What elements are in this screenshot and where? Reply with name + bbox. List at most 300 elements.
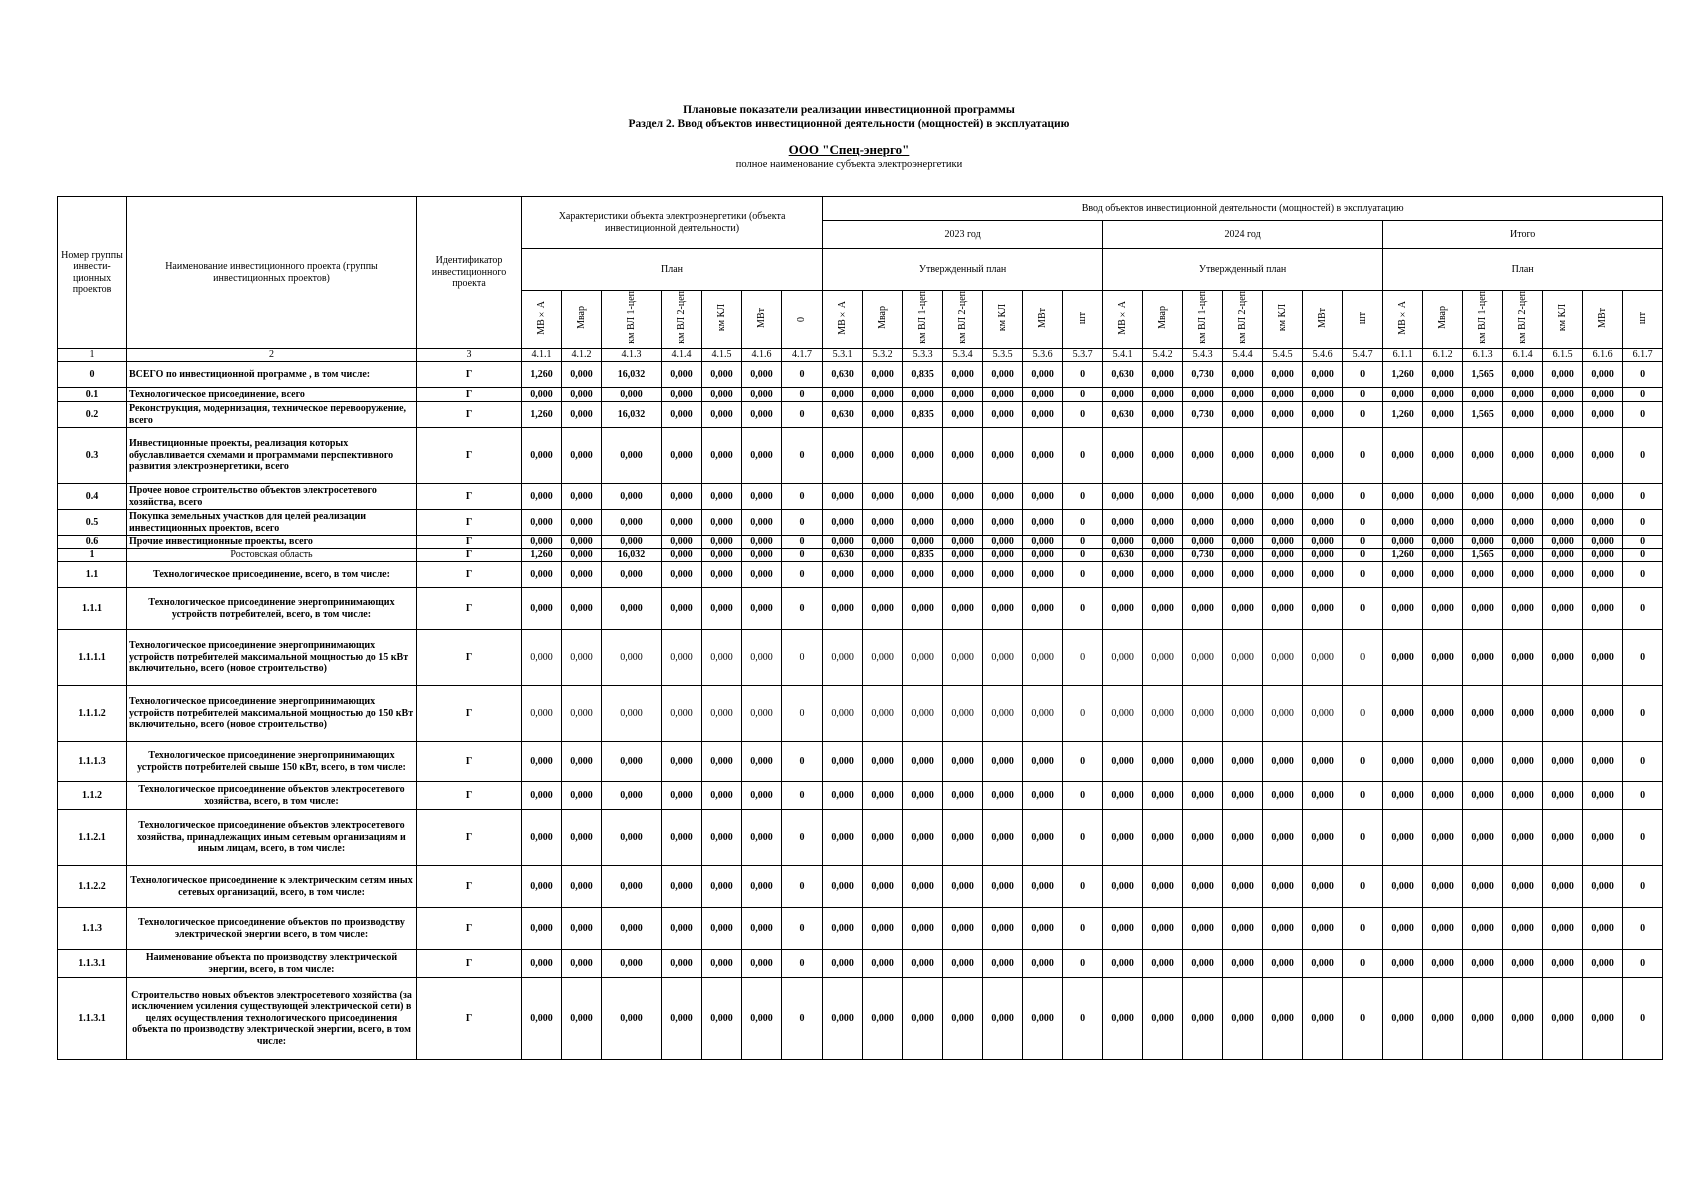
row-identifier: Г (417, 484, 522, 510)
value-cell: 0,000 (863, 484, 903, 510)
value-cell: 0,000 (602, 978, 662, 1060)
value-cell: 0,000 (1543, 562, 1583, 588)
value-cell: 0,000 (863, 630, 903, 686)
value-cell: 0 (1623, 428, 1663, 484)
table-row (58, 428, 1663, 484)
value-cell: 0 (1623, 536, 1663, 549)
value-cell: 0,835 (903, 362, 943, 388)
value-cell: 0,000 (1023, 428, 1063, 484)
value-cell: 0,000 (742, 742, 782, 782)
value-cell: 0,000 (742, 588, 782, 630)
row-project-name: Технологическое присоединение, всего (127, 388, 417, 402)
value-cell: 0,000 (662, 428, 702, 484)
value-cell: 0 (1343, 388, 1383, 402)
value-cell: 0,000 (1143, 810, 1183, 866)
value-cell: 0,000 (1223, 536, 1263, 549)
value-cell: 0,000 (662, 536, 702, 549)
unit-label: км ВЛ 1-цеп (1476, 291, 1488, 345)
value-cell: 0,000 (1023, 388, 1063, 402)
value-cell: 0 (1063, 510, 1103, 536)
unit-header-cell (1383, 291, 1423, 349)
value-cell: 0,000 (562, 978, 602, 1060)
value-cell: 0,000 (1583, 810, 1623, 866)
value-cell: 0,000 (1463, 742, 1503, 782)
unit-header-cell (522, 291, 562, 349)
value-cell: 0 (1063, 484, 1103, 510)
row-project-name: Технологическое присоединение объектов электросетевого хозяйства, принадлежащих иным сетевым организациям и иным лицам, всего, в том числе: (127, 810, 417, 866)
value-cell: 0,630 (823, 402, 863, 428)
value-cell: 0,000 (522, 950, 562, 978)
value-cell: 0,000 (702, 484, 742, 510)
value-cell: 0,000 (1583, 388, 1623, 402)
col-header-project-name: Наименование инвестиционного проекта (группы инвестиционных проектов) (127, 197, 417, 349)
value-cell: 0,000 (1263, 782, 1303, 810)
value-cell: 0,000 (1183, 536, 1223, 549)
value-cell: 0 (1623, 510, 1663, 536)
unit-header-cell (1463, 291, 1503, 349)
value-cell: 0,000 (702, 950, 742, 978)
value-cell: 0,630 (823, 549, 863, 562)
table-row (58, 742, 1663, 782)
table-row (58, 630, 1663, 686)
value-cell: 0,000 (1423, 908, 1463, 950)
unit-label: МВт (1316, 307, 1328, 328)
value-cell: 0,000 (983, 588, 1023, 630)
value-cell: 0,000 (823, 686, 863, 742)
row-number: 0 (58, 362, 127, 388)
value-cell: 0,000 (662, 686, 702, 742)
value-cell: 0,000 (1423, 782, 1463, 810)
column-number-cell: 4.1.6 (742, 349, 782, 362)
value-cell: 0,000 (1503, 402, 1543, 428)
column-number-cell: 5.4.6 (1303, 349, 1343, 362)
value-cell: 0 (1623, 562, 1663, 588)
value-cell: 0,000 (1503, 908, 1543, 950)
unit-header-cell (1103, 291, 1143, 349)
table-row (58, 510, 1663, 536)
value-cell: 0,000 (1583, 549, 1623, 562)
unit-label: шт (1636, 311, 1648, 324)
value-cell: 0,000 (1263, 978, 1303, 1060)
value-cell: 0,000 (1583, 362, 1623, 388)
value-cell: 0,000 (1423, 362, 1463, 388)
value-cell: 0,000 (602, 588, 662, 630)
value-cell: 0,000 (1223, 510, 1263, 536)
value-cell: 0,000 (1383, 588, 1423, 630)
column-number-cell: 5.3.2 (863, 349, 903, 362)
unit-header-cell (1503, 291, 1543, 349)
value-cell: 0,000 (562, 388, 602, 402)
column-number-cell: 5.3.4 (943, 349, 983, 362)
value-cell: 0,000 (742, 810, 782, 866)
value-cell: 0,000 (1463, 510, 1503, 536)
value-cell: 0,000 (903, 428, 943, 484)
value-cell: 0,000 (1263, 510, 1303, 536)
column-number-cell: 4.1.3 (602, 349, 662, 362)
value-cell: 16,032 (602, 549, 662, 562)
value-cell: 0,000 (1023, 742, 1063, 782)
row-number: 1 (58, 549, 127, 562)
value-cell: 0,000 (983, 402, 1023, 428)
value-cell: 0,000 (742, 562, 782, 588)
value-cell: 0 (1343, 686, 1383, 742)
value-cell: 0,000 (1503, 686, 1543, 742)
value-cell: 0,000 (702, 562, 742, 588)
value-cell: 0,000 (1223, 428, 1263, 484)
value-cell: 0,000 (1583, 978, 1623, 1060)
unit-header-cell (562, 291, 602, 349)
value-cell: 0 (1343, 536, 1383, 549)
value-cell: 0,000 (1503, 549, 1543, 562)
value-cell: 0,000 (1143, 484, 1183, 510)
col-header-year-2023: 2023 год (823, 221, 1103, 249)
value-cell: 0 (1063, 978, 1103, 1060)
value-cell: 0 (1623, 388, 1663, 402)
value-cell: 0,000 (602, 630, 662, 686)
value-cell: 0,000 (1423, 978, 1463, 1060)
value-cell: 0,000 (1463, 810, 1503, 866)
value-cell: 0 (1343, 362, 1383, 388)
value-cell: 0,000 (1103, 562, 1143, 588)
unit-label: МВ×А (1116, 300, 1128, 335)
value-cell: 0,000 (562, 588, 602, 630)
column-number-cell: 4.1.7 (782, 349, 823, 362)
value-cell: 0,000 (1503, 866, 1543, 908)
value-cell: 0 (1063, 742, 1103, 782)
column-number-cell: 6.1.7 (1623, 349, 1663, 362)
value-cell: 0,000 (1183, 562, 1223, 588)
value-cell: 0,000 (863, 686, 903, 742)
value-cell: 0,000 (863, 428, 903, 484)
row-project-name: Технологическое присоединение объектов электросетевого хозяйства, всего, в том числе: (127, 782, 417, 810)
value-cell: 0 (1623, 588, 1663, 630)
value-cell: 0,000 (1103, 588, 1143, 630)
value-cell: 0,730 (1183, 549, 1223, 562)
value-cell: 0,000 (602, 950, 662, 978)
column-number-cell: 5.3.3 (903, 349, 943, 362)
org-caption: полное наименование субъекта электроэнергетики (735, 159, 963, 170)
col-header-total: Итого (1383, 221, 1663, 249)
value-cell: 0,000 (1543, 950, 1583, 978)
value-cell: 0,000 (983, 782, 1023, 810)
unit-header-cell (903, 291, 943, 349)
value-cell: 0,630 (1103, 402, 1143, 428)
value-cell: 0 (782, 630, 823, 686)
table-row (58, 810, 1663, 866)
value-cell: 0,000 (562, 536, 602, 549)
value-cell: 0 (1063, 950, 1103, 978)
value-cell: 0,000 (522, 562, 562, 588)
value-cell: 0,000 (1023, 950, 1063, 978)
unit-header-cell (602, 291, 662, 349)
value-cell: 0,000 (702, 908, 742, 950)
investment-table (57, 196, 1663, 1060)
value-cell: 0,000 (562, 782, 602, 810)
col-header-year-2024: 2024 год (1103, 221, 1383, 249)
value-cell: 0,000 (823, 866, 863, 908)
value-cell: 0,000 (1423, 402, 1463, 428)
value-cell: 0 (1343, 402, 1383, 428)
page-header (0, 103, 1698, 171)
value-cell: 0,000 (1183, 782, 1223, 810)
value-cell: 0,000 (1303, 549, 1343, 562)
value-cell: 0,000 (702, 428, 742, 484)
row-identifier: Г (417, 978, 522, 1060)
col-header-plan: План (522, 249, 823, 291)
value-cell: 0,000 (1423, 428, 1463, 484)
value-cell: 0,000 (1463, 686, 1503, 742)
value-cell: 0,000 (983, 978, 1023, 1060)
value-cell: 0,000 (943, 536, 983, 549)
value-cell: 0 (782, 742, 823, 782)
value-cell: 0,000 (823, 562, 863, 588)
value-cell: 0,000 (983, 536, 1023, 549)
value-cell: 0,000 (1543, 536, 1583, 549)
column-number-cell: 4.1.1 (522, 349, 562, 362)
value-cell: 0,000 (863, 950, 903, 978)
value-cell: 0 (1623, 742, 1663, 782)
value-cell: 0,000 (1183, 978, 1223, 1060)
value-cell: 1,260 (522, 362, 562, 388)
value-cell: 0,000 (943, 742, 983, 782)
value-cell: 0,000 (1143, 908, 1183, 950)
value-cell: 0 (1623, 950, 1663, 978)
value-cell: 0,000 (943, 630, 983, 686)
value-cell: 0,000 (602, 908, 662, 950)
col-header-characteristics: Характеристики объекта электроэнергетики (объекта инвестиционной деятельности) (522, 197, 823, 249)
value-cell: 0,000 (662, 562, 702, 588)
row-identifier: Г (417, 562, 522, 588)
value-cell: 0,000 (602, 782, 662, 810)
value-cell: 0,000 (1463, 866, 1503, 908)
column-number-cell: 1 (58, 349, 127, 362)
value-cell: 0,000 (943, 428, 983, 484)
value-cell: 0,000 (1263, 742, 1303, 782)
value-cell: 0,000 (1383, 742, 1423, 782)
row-number: 1.1.1.3 (58, 742, 127, 782)
value-cell: 0,000 (742, 908, 782, 950)
value-cell: 0,000 (1183, 866, 1223, 908)
unit-label: км ВЛ 2-цеп (1516, 291, 1528, 345)
value-cell: 0,000 (1543, 782, 1583, 810)
value-cell: 0 (1623, 810, 1663, 866)
row-identifier: Г (417, 362, 522, 388)
value-cell: 0 (1623, 362, 1663, 388)
value-cell: 0,000 (1223, 866, 1263, 908)
value-cell: 1,565 (1463, 402, 1503, 428)
column-number-cell: 5.4.1 (1103, 349, 1143, 362)
value-cell: 0,000 (1103, 810, 1143, 866)
unit-label: Мвар (1156, 306, 1168, 330)
value-cell: 0,730 (1183, 362, 1223, 388)
value-cell: 0,000 (602, 866, 662, 908)
value-cell: 0,730 (1183, 402, 1223, 428)
row-identifier: Г (417, 549, 522, 562)
value-cell: 0,000 (1463, 428, 1503, 484)
value-cell: 0,000 (1423, 510, 1463, 536)
value-cell: 0,000 (1503, 510, 1543, 536)
value-cell: 0,000 (1463, 536, 1503, 549)
column-number-cell: 4.1.4 (662, 349, 702, 362)
value-cell: 0,000 (662, 388, 702, 402)
value-cell: 0,000 (943, 908, 983, 950)
value-cell: 0 (782, 510, 823, 536)
value-cell: 0,000 (1583, 742, 1623, 782)
value-cell: 0,000 (943, 402, 983, 428)
value-cell: 0,000 (742, 782, 782, 810)
row-number: 0.6 (58, 536, 127, 549)
row-number: 1.1.1 (58, 588, 127, 630)
value-cell: 0,000 (1263, 810, 1303, 866)
value-cell: 0,000 (1503, 950, 1543, 978)
value-cell: 0,000 (562, 428, 602, 484)
value-cell: 0 (1343, 428, 1383, 484)
value-cell: 0,000 (702, 782, 742, 810)
value-cell: 0,000 (983, 866, 1023, 908)
value-cell: 0,000 (823, 978, 863, 1060)
unit-label: 0 (796, 316, 808, 322)
value-cell: 0,000 (1303, 950, 1343, 978)
value-cell: 0 (1623, 908, 1663, 950)
unit-header-cell (1223, 291, 1263, 349)
value-cell: 0 (782, 908, 823, 950)
unit-header-cell (1423, 291, 1463, 349)
row-project-name: Технологическое присоединение энергопринимающих устройств потребителей, всего, в том числе: (127, 588, 417, 630)
value-cell: 0,000 (1383, 950, 1423, 978)
column-number-cell: 5.3.6 (1023, 349, 1063, 362)
value-cell: 0,000 (863, 562, 903, 588)
value-cell: 0,000 (1503, 562, 1543, 588)
value-cell: 0,000 (1103, 686, 1143, 742)
row-number: 0.5 (58, 510, 127, 536)
value-cell: 0,000 (1143, 950, 1183, 978)
value-cell: 0,000 (662, 782, 702, 810)
value-cell: 0,000 (1023, 562, 1063, 588)
value-cell: 0 (782, 388, 823, 402)
value-cell: 0 (1343, 549, 1383, 562)
value-cell: 0,000 (1223, 549, 1263, 562)
value-cell: 0,000 (903, 510, 943, 536)
value-cell: 0,000 (1463, 782, 1503, 810)
value-cell: 0,000 (1223, 362, 1263, 388)
row-identifier: Г (417, 908, 522, 950)
value-cell: 0,000 (863, 402, 903, 428)
value-cell: 0,000 (562, 630, 602, 686)
value-cell: 0,000 (903, 686, 943, 742)
row-project-name: Технологическое присоединение энергопринимающих устройств потребителей максимальной мощностью до 15 кВт включительно, всего (новое строительство) (127, 630, 417, 686)
value-cell: 0 (782, 402, 823, 428)
value-cell: 0,000 (602, 510, 662, 536)
value-cell: 0 (1343, 810, 1383, 866)
value-cell: 0,000 (1143, 402, 1183, 428)
value-cell: 0,000 (522, 978, 562, 1060)
value-cell: 0,000 (602, 388, 662, 402)
value-cell: 0,000 (1383, 686, 1423, 742)
unit-label: шт (1076, 311, 1088, 324)
value-cell: 0,000 (823, 536, 863, 549)
column-number-cell: 5.4.7 (1343, 349, 1383, 362)
value-cell: 0 (1063, 549, 1103, 562)
value-cell: 0,000 (1423, 536, 1463, 549)
row-identifier: Г (417, 782, 522, 810)
value-cell: 0,000 (1463, 388, 1503, 402)
row-identifier: Г (417, 866, 522, 908)
unit-header-cell (1063, 291, 1103, 349)
value-cell: 0,000 (943, 562, 983, 588)
unit-label: шт (1356, 311, 1368, 324)
value-cell: 0,000 (1143, 686, 1183, 742)
value-cell: 0,000 (1303, 742, 1343, 782)
unit-label: км ВЛ 2-цеп (956, 291, 968, 345)
value-cell: 0,000 (522, 686, 562, 742)
value-cell: 0,000 (1583, 562, 1623, 588)
value-cell: 0,000 (1383, 428, 1423, 484)
value-cell: 0 (782, 536, 823, 549)
value-cell: 0,000 (943, 588, 983, 630)
col-header-commissioning: Ввод объектов инвестиционной деятельности (мощностей) в эксплуатацию (823, 197, 1663, 221)
unit-header-cell (1183, 291, 1223, 349)
value-cell: 0,000 (522, 536, 562, 549)
value-cell: 0,000 (983, 950, 1023, 978)
unit-label: км ВЛ 1-цеп (625, 291, 637, 345)
value-cell: 0,000 (1583, 866, 1623, 908)
value-cell: 0,000 (1143, 742, 1183, 782)
value-cell: 0,000 (943, 978, 983, 1060)
value-cell: 0,000 (562, 686, 602, 742)
value-cell: 0,000 (863, 510, 903, 536)
value-cell: 0 (1343, 484, 1383, 510)
value-cell: 0,000 (1423, 686, 1463, 742)
value-cell: 0 (1623, 402, 1663, 428)
column-number-cell: 5.4.3 (1183, 349, 1223, 362)
row-project-name: Технологическое присоединение энергопринимающих устройств потребителей максимальной мощностью до 150 кВт включительно, всего (новое строительство) (127, 686, 417, 742)
value-cell: 0,000 (1103, 866, 1143, 908)
unit-label: км КЛ (715, 304, 727, 332)
value-cell: 0,000 (1183, 388, 1223, 402)
value-cell: 0,000 (1383, 484, 1423, 510)
value-cell: 0,000 (1303, 866, 1343, 908)
value-cell: 0,000 (1543, 484, 1583, 510)
unit-header-cell (1263, 291, 1303, 349)
value-cell: 0,000 (1143, 536, 1183, 549)
value-cell: 0,000 (1103, 978, 1143, 1060)
col-header-group-number: Номер группы инвести-ционных проектов (58, 197, 127, 349)
value-cell: 0,000 (1503, 388, 1543, 402)
value-cell: 0 (1063, 362, 1103, 388)
page-title: Плановые показатели реализации инвестиционной программы (683, 104, 1015, 116)
row-number: 1.1 (58, 562, 127, 588)
value-cell: 0,000 (863, 536, 903, 549)
value-cell: 0,000 (562, 549, 602, 562)
value-cell: 0,000 (702, 588, 742, 630)
value-cell: 0,000 (1223, 908, 1263, 950)
row-project-name: Инвестиционные проекты, реализация которых обуславливается схемами и программами перспективного развития электроэнергетики, всего (127, 428, 417, 484)
value-cell: 0,000 (1423, 562, 1463, 588)
value-cell: 0,000 (1383, 866, 1423, 908)
value-cell: 0 (782, 549, 823, 562)
value-cell: 0,000 (522, 782, 562, 810)
value-cell: 0,000 (1583, 428, 1623, 484)
value-cell: 0,000 (1303, 536, 1343, 549)
row-project-name: Строительство новых объектов электросетевого хозяйства (за исключением усиления существующей электрической сети) в целях осуществления технологического присоединения объекта по производству электрической энергии, всего, в том числе: (127, 978, 417, 1060)
value-cell: 0,000 (823, 630, 863, 686)
value-cell: 0,000 (662, 362, 702, 388)
value-cell: 0,000 (1023, 536, 1063, 549)
value-cell: 0 (782, 484, 823, 510)
row-project-name: Ростовская область (127, 549, 417, 562)
value-cell: 0,000 (1103, 782, 1143, 810)
value-cell: 0 (1063, 536, 1103, 549)
